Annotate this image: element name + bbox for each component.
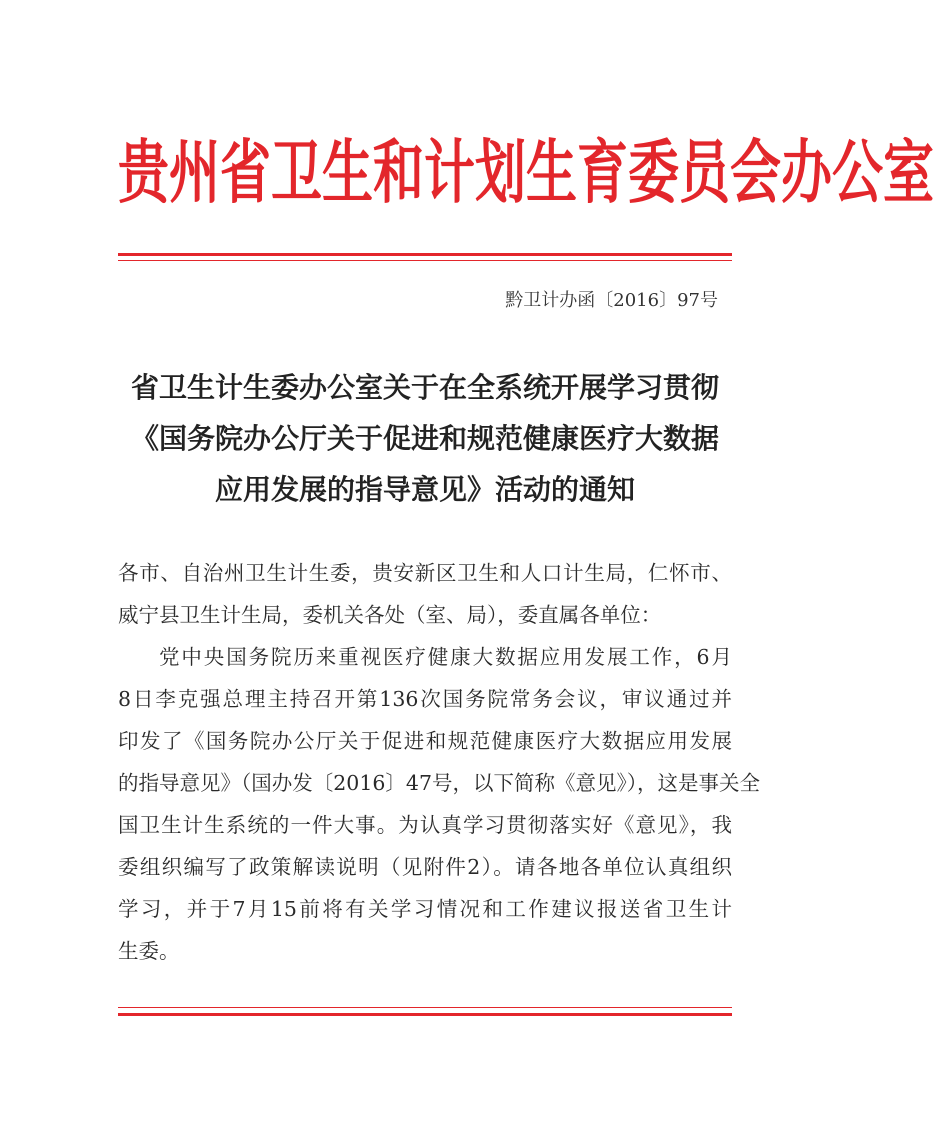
footer-red-rule-thin (118, 1007, 732, 1008)
title-line: 应用发展的指导意见》活动的通知 (214, 473, 635, 506)
masthead-org-name: 贵州省卫生和计划生育委员会办公室 (118, 132, 934, 214)
footer-red-rule-thick (118, 1013, 732, 1016)
addressee-block (118, 552, 732, 636)
paragraph-line: 党中央国务院历来重视医疗健康大数据应用发展工作，6月 (159, 645, 732, 669)
title-line: 省卫生计生委办公室关于在全系统开展学习贯彻 (130, 371, 719, 404)
title-line: 《国务院办公厅关于促进和规范健康医疗大数据 (130, 422, 719, 455)
document-number: 黔卫计办函〔2016〕97号 (505, 290, 718, 311)
paragraph-line: 印发了《国务院办公厅关于促进和规范健康医疗大数据应用发展 (118, 729, 732, 753)
masthead-red-rule-thick (118, 253, 732, 256)
paragraph-line: 国卫生计生系统的一件大事。为认真学习贯彻落实好《意见》，我 (118, 813, 732, 837)
paragraph-line: 生委。 (118, 939, 180, 963)
paragraph-line: 委组织编写了政策解读说明（见附件2）。请各地各单位认真组织 (118, 855, 732, 879)
addressee-line: 威宁县卫生计生局，委机关各处（室、局），委直属各单位： (118, 603, 662, 627)
paragraph-line: 学习，并于7月15前将有关学习情况和工作建议报送省卫生计 (118, 897, 732, 921)
paragraph-line: 的指导意见》（国办发〔2016〕47号，以下简称《意见》），这是事关全 (118, 771, 761, 795)
addressee-line: 各市、自治州卫生计生委，贵安新区卫生和人口计生局，仁怀市、 (118, 561, 732, 585)
paragraph-line: 8日李克强总理主持召开第136次国务院常务会议，审议通过并 (118, 687, 732, 711)
body-paragraph (118, 636, 761, 972)
masthead-red-rule-thin (118, 260, 732, 261)
document-body (118, 552, 761, 972)
document-title (100, 362, 750, 515)
